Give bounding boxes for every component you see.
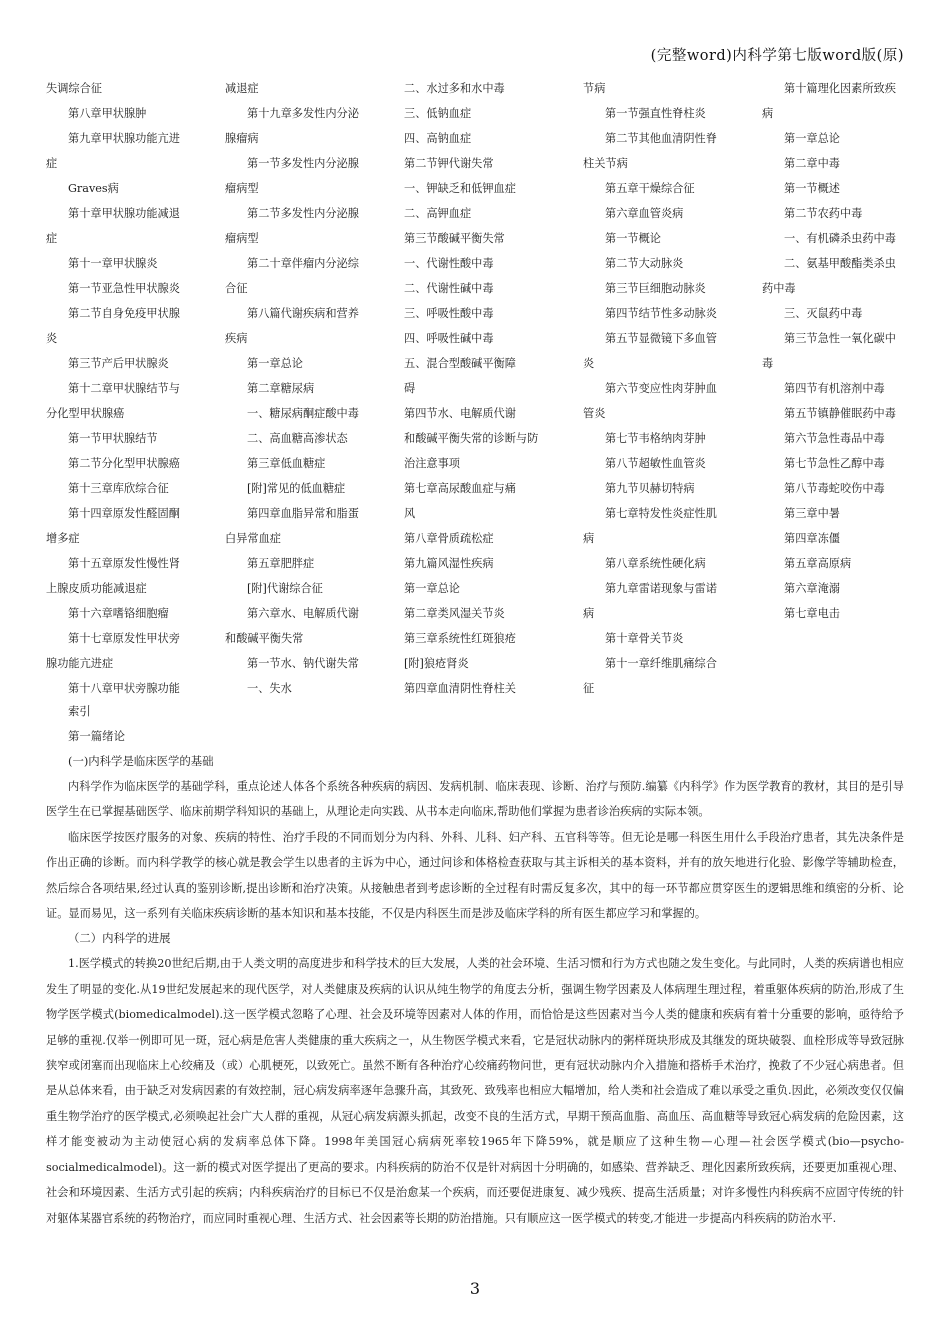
index-label: 索引 [68,704,91,718]
toc-column-3 [404,76,584,701]
toc-entry: 第八篇代谢疾病和营养 [247,307,359,320]
toc-entry: 四、高钠血症 [404,132,472,145]
toc-entry: 三、呼吸性酸中毒 [404,307,494,320]
toc-entry: 二、水过多和水中毒 [404,82,505,95]
toc-entry: 二、高血糖高渗状态 [247,432,348,445]
toc-entry: 第十五章原发性慢性肾 [68,557,180,570]
toc-entry: 第九章甲状腺功能亢进 [68,132,180,145]
toc-entry: 第九章雷诺现象与雷诺 [605,582,717,595]
toc-entry: 治注意事项 [404,457,460,470]
toc-entry: 第十七章原发性甲状旁 [68,632,180,645]
toc-entry: 第十篇理化因素所致疾 [784,82,896,95]
toc-entry: 第八章甲状腺肿 [68,107,147,120]
toc-entry: 四、呼吸性碱中毒 [404,332,494,345]
toc-entry: 第四节结节性多动脉炎 [605,307,717,320]
toc-entry: 一、钾缺乏和低钾血症 [404,182,516,195]
toc-entry: 和酸碱平衡失常的诊断与防 [404,432,539,445]
toc-entry: 第二章中毒 [784,157,840,170]
toc-entry: 和酸碱平衡失常 [225,632,304,645]
toc-entry: 第六节急性毒品中毒 [784,432,885,445]
toc-entry: 第七章电击 [784,607,840,620]
toc-entry: 病 [583,607,595,620]
toc-entry: 第八章系统性硬化病 [605,557,706,570]
toc-entry: 第八章骨质疏松症 [404,532,494,545]
toc-entry: 第六章血管炎病 [605,207,684,220]
toc-entry: 第四节有机溶剂中毒 [784,382,885,395]
toc-entry: 第十一章甲状腺炎 [68,257,158,270]
toc-entry: 第二节农药中毒 [784,207,863,220]
toc-entry: 第十章甲状腺功能减退 [68,207,180,220]
toc-entry: 第二节分化型甲状腺癌 [68,457,180,470]
toc-entry: 柱关节病 [583,157,628,170]
toc-entry: 五、混合型酸碱平衡障 [404,357,516,370]
toc-entry: 第二节钾代谢失常 [404,157,494,170]
toc-entry: 第十八章甲状旁腺功能 [68,682,180,695]
paragraph: 内科学作为临床医学的基础学科，重点论述人体各个系统各种疾病的病因、发病机制、临床表现、诊断、治疗与预防.编纂《内科学》作为医学教育的教材，其目的是引导医学生在已掌握基础医学、临床前期学科知识的基础上，从理论走向实践、从书本走向临床,帮助他们掌握为患者诊治疾病的实际本领。 [46,780,904,819]
toc-entry: 第八节超敏性血管炎 [605,457,706,470]
toc-entry: 腺瘤病 [225,132,259,145]
toc-entry: 一、失水 [247,682,292,695]
paragraph: 1.医学模式的转换20世纪后期,由于人类文明的高度进步和科学技术的巨大发展，人类的社会环境、生活习惯和行为方式也随之发生变化。与此同时，人类的疾病谱也相应发生了明显的变化.从19世纪发展起来的现代医学，对人类健康及疾病的认识从纯生物学的角度去分析，强调生物学因素及人体病理生理过程，着重躯体疾病的防治,形成了生物学医学模式(biomedicalmodel).这一医学模式忽略了心理、社会及环境等因素对人体的作用，而恰恰是这些因素对当今人类的健康和疾病有着十分重要的影响，亟待给予足够的重视.仅举一例即可见一斑，冠心病是危害人类健康的重大疾病之一，从生物医学模式来看，它是冠状动脉内的粥样斑块形成及其继发的斑块破裂、血栓形成等导致冠脉狭窄或闭塞而出现临床上心绞痛及（或）心肌梗死，以致死亡。虽然不断有各种治疗心绞痛药物问世，更有冠状动脉内介入措施和搭桥手术治疗，挽救了不少冠心病患者。但是从总体来看，由于缺乏对发病因素的有效控制，冠心病发病率逐年急骤升高，其致死、致残率也相应大幅增加，给人类和社会造成了难以承受之重负.因此，必须改变仅仅偏重生物学治疗的医学模式,必须唤起社会广大人群的重视，从冠心病发病源头抓起，改变不良的生活方式，早期干预高血脂、高血压、高血糖等导致冠心病发病的危险因素，这样才能变被动为主动使冠心病的发病率总体下降。1998年美国冠心病病死率较1965年下降59%，就是顺应了这种生物—心理—社会医学模式(bio—psycho-socialmedicalmodel)。这一新的模式对医学提出了更高的要求。内科疾病的防治不仅是针对病因十分明确的，如感染、营养缺乏、理化因素所致疾病，还要更加重视心理、社会和环境因素、生活方式引起的疾病；内科疾病治疗的目标已不仅是治愈某一个疾病，而还要促进康复、减少残疾、提高生活质量；对许多慢性内科疾病不应固守传统的针对躯体某器官系统的药物治疗，而应同时重视心理、生活方式、社会因素等长期的防治措施。只有顺应这一医学模式的转变,才能进一步提高内科疾病的防治水平. [46,957,904,1225]
toc-entry: 第七章特发性炎症性肌 [605,507,717,520]
toc-entry: 第一节概论 [605,232,661,245]
toc-entry: 第一节概述 [784,182,840,195]
toc-column-4 [583,76,763,701]
toc-entry: 二、高钾血症 [404,207,472,220]
toc-entry: 第十章骨关节炎 [605,632,684,645]
toc-entry: 分化型甲状腺癌 [46,407,125,420]
toc-entry: 第二节其他血清阴性脊 [605,132,717,145]
toc-entry: 第四节水、电解质代谢 [404,407,516,420]
toc-entry: 病 [583,532,595,545]
toc-entry: 第二节大动脉炎 [605,257,684,270]
toc-entry: 第五节镇静催眠药中毒 [784,407,896,420]
paragraph: 临床医学按医疗服务的对象、疾病的特性、治疗手段的不同而划分为内科、外科、儿科、妇产科、五官科等等。但无论是哪一科医生用什么手段治疗患者，其先决条件是作出正确的诊断。而内科学教学的核心就是教会学生以患者的主诉为中心，通过问诊和体格检查获取与其主诉相关的基本资料，并有的放矢地进行化验、影像学等辅助检查，然后综合各项结果,经过认真的鉴别诊断,提出诊断和治疗决策。从接触患者到考虑诊断的全过程有时需反复多次，其中的每一环节都应贯穿医生的逻辑思维和缜密的分析、论证。显而易见，这一系列有关临床疾病诊断的基本知识和基本技能，不仅是内科医生而是涉及临床学科的所有医生都应学习和掌握的。 [46,830,904,921]
toc-entry: 失调综合征 [46,82,102,95]
toc-entry: 炎 [583,357,595,370]
toc-entry: 第十一章纤维肌痛综合 [605,657,717,670]
toc-entry: 第五章高原病 [784,557,852,570]
toc-entry: 第三章低血糖症 [247,457,326,470]
toc-entry: 病 [762,107,774,120]
toc-entry: 第四章冻僵 [784,532,840,545]
section-heading: （二）内科学的进展 [68,931,171,946]
toc-entry: 毒 [762,357,774,370]
toc-entry: 症 [46,157,58,170]
toc-entry: 第五节显微镜下多血管 [605,332,717,345]
toc-entry: 第六节变应性肉芽肿血 [605,382,717,395]
toc-entry: 增多症 [46,532,80,545]
toc-entry: 第一章总论 [784,132,840,145]
toc-entry: 第十九章多发性内分泌 [247,107,359,120]
toc-entry: 第二章类风湿关节炎 [404,607,505,620]
toc-entry: 第一章总论 [404,582,460,595]
toc-entry: 第一节水、钠代谢失常 [247,657,359,670]
toc-entry: 第九篇风湿性疾病 [404,557,494,570]
toc-entry: 第五章干燥综合征 [605,182,695,195]
toc-entry: 三、灭鼠药中毒 [784,307,863,320]
toc-entry: [附]狼疮肾炎 [404,657,469,670]
toc-entry: 管炎 [583,407,606,420]
toc-entry: 第三节巨细胞动脉炎 [605,282,706,295]
toc-entry: 第五章肥胖症 [247,557,315,570]
toc-entry: 瘤病型 [225,232,259,245]
toc-entry: 第三节产后甲状腺炎 [68,357,169,370]
toc-entry: 第七节急性乙醇中毒 [784,457,885,470]
toc-entry: Graves病 [68,182,119,195]
toc-column-5 [762,76,912,626]
toc-entry: 三、低钠血症 [404,107,472,120]
toc-entry: 第二节自身免疫甲状腺 [68,307,180,320]
toc-entry: 第十四章原发性醛固酮 [68,507,180,520]
toc-entry: 二、代谢性碱中毒 [404,282,494,295]
toc-entry: 二、氨基甲酸酯类杀虫 [784,257,896,270]
toc-entry: 一、代谢性酸中毒 [404,257,494,270]
toc-entry: 第一节强直性脊柱炎 [605,107,706,120]
toc-entry: 瘤病型 [225,182,259,195]
toc-entry: 碍 [404,382,416,395]
toc-entry: [附]代谢综合征 [247,582,323,595]
toc-column-2 [225,76,405,701]
toc-entry: 上腺皮质功能减退症 [46,582,147,595]
part-title: 第一篇绪论 [68,729,125,743]
toc-entry: 第十六章嗜铬细胞瘤 [68,607,169,620]
toc-entry: 第一节多发性内分泌腺 [247,157,359,170]
toc-entry: 第十三章库欣综合征 [68,482,169,495]
toc-entry: 第八节毒蛇咬伤中毒 [784,482,885,495]
toc-entry: 第九节贝赫切特病 [605,482,695,495]
toc-entry: 第六章水、电解质代谢 [247,607,359,620]
section-heading: (一)内科学是临床医学的基础 [68,754,214,768]
toc-entry: 合征 [225,282,248,295]
toc-entry: 减退症 [225,82,259,95]
toc-entry: 第一章总论 [247,357,303,370]
toc-entry: 第二十章伴瘤内分泌综 [247,257,359,270]
page-number: 3 [469,1279,481,1298]
toc-entry: 第三节急性一氧化碳中 [784,332,896,345]
toc-entry: 第一节甲状腺结节 [68,432,158,445]
toc-entry: 节病 [583,82,606,95]
toc-entry: 一、有机磷杀虫药中毒 [784,232,896,245]
toc-entry: 疾病 [225,332,248,345]
toc-entry: 第二章糖尿病 [247,382,315,395]
toc-entry: 白异常血症 [225,532,281,545]
toc-entry: 炎 [46,332,58,345]
toc-entry: 药中毒 [762,282,796,295]
toc-entry: 腺功能亢进症 [46,657,114,670]
toc-entry: 第七节韦格纳肉芽肿 [605,432,706,445]
toc-entry: 第三章中暑 [784,507,840,520]
toc-entry: 一、糖尿病酮症酸中毒 [247,407,359,420]
toc-entry: 第三章系统性红斑狼疮 [404,632,516,645]
toc-entry: 征 [583,682,595,695]
page-header-title: (完整word)内科学第七版word版(原) [650,48,904,64]
toc-entry: 第四章血清阴性脊柱关 [404,682,516,695]
body-text [46,699,904,1231]
toc-entry: [附]常见的低血糖症 [247,482,346,495]
toc-entry: 第四章血脂异常和脂蛋 [247,507,359,520]
toc-entry: 第二节多发性内分泌腺 [247,207,359,220]
toc-entry: 第七章高尿酸血症与痛 [404,482,516,495]
toc-entry: 第三节酸碱平衡失常 [404,232,505,245]
toc-entry: 第一节亚急性甲状腺炎 [68,282,180,295]
toc-entry: 第六章淹溺 [784,582,840,595]
toc-column-1 [46,76,226,701]
toc-entry: 第十二章甲状腺结节与 [68,382,180,395]
toc-entry: 风 [404,507,416,520]
toc-entry: 症 [46,232,58,245]
